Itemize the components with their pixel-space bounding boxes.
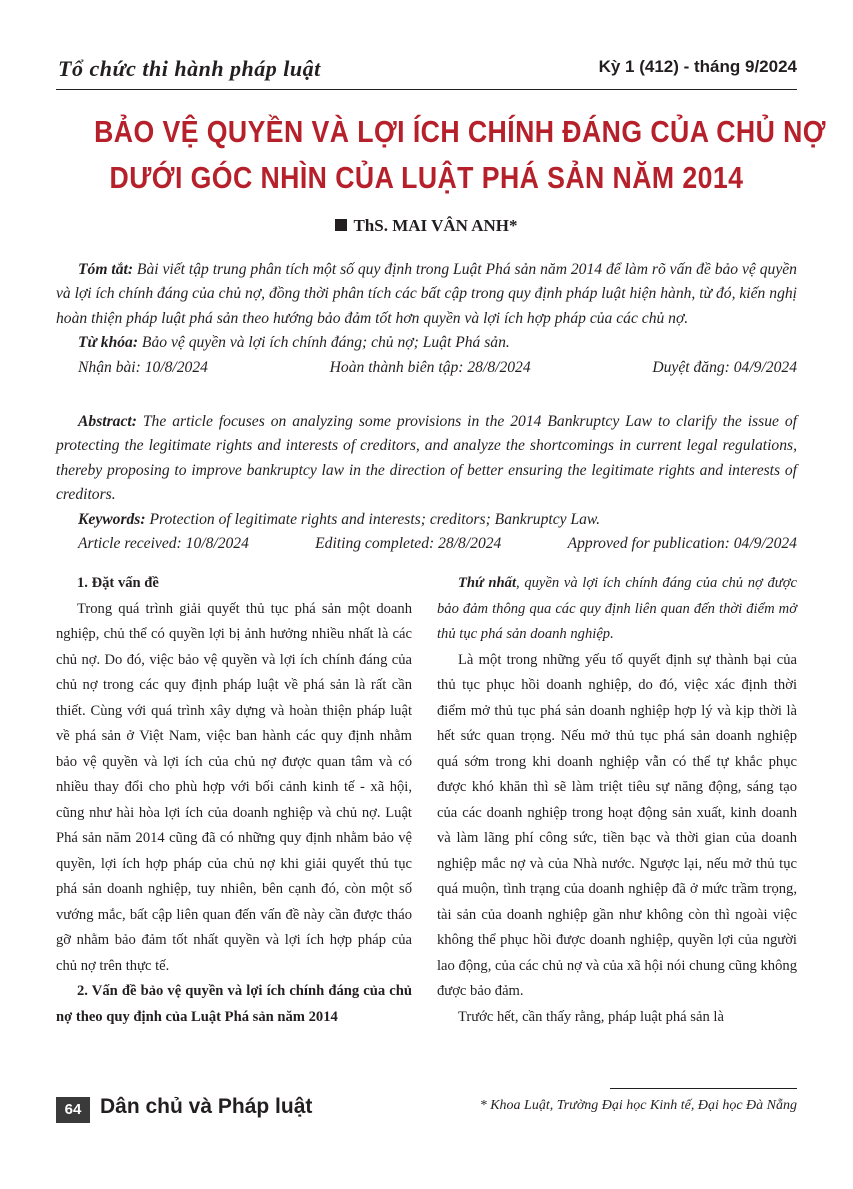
- body-paragraph-first-point: [437, 571, 797, 648]
- author-footnote: * Khoa Luật, Trường Đại học Kinh tế, Đại học Đà Nẵng: [479, 1098, 797, 1113]
- body-paragraph-4: Trước hết, cần thấy rằng, pháp luật phá sản là: [458, 1008, 724, 1025]
- abstract-en-label: Abstract:: [78, 413, 137, 430]
- body-column-right: [437, 571, 797, 1030]
- author-line: [0, 216, 853, 236]
- keywords-vi-text: Bảo vệ quyền và lợi ích chính đáng; chủ nợ; Luật Phá sản.: [138, 334, 510, 352]
- approved-date-en: Approved for publication: 04/9/2024: [567, 535, 797, 553]
- abstract-vi-label: Tóm tắt:: [78, 261, 134, 278]
- dates-vi-row: [56, 356, 797, 380]
- abstract-vietnamese: [56, 258, 797, 380]
- body-paragraph-1: Trong quá trình giải quyết thủ tục phá sản một doanh nghiệp, chủ thể có quyền lợi bị ảnh hưởng nhiều nhất là các chủ nợ. Do đó, việc bảo vệ quyền và lợi ích chính đáng của chủ nợ trong các quy định pháp luật về phá sản là rất cần thiết. Cùng với quá trình xây dựng và hoàn thiện pháp luật về phá sản ở Việt Nam, việc ban hành các quy định nhằm bảo vệ quyền và lợi ích của chủ nợ được quan tâm và có nhiều thay đổi cho phù hợp với bối cảnh kinh tế - xã hội, cũng như hài hòa lợi ích của doanh nghiệp và chủ nợ. Luật Phá sản năm 2014 cũng đã có những quy định nhằm bảo vệ quyền, lợi ích hợp pháp của chủ nợ khi giải quyết thủ tục phá sản doanh nghiệp, tuy nhiên, bên cạnh đó, còn một số vướng mắc, bất cập liên quan đến vấn đề này cần được tháo gỡ nhằm bảo đảm tốt nhất quyền và lợi ích hợp pháp của chủ nợ trên thực tế.: [56, 600, 412, 974]
- author-name: ThS. MAI VÂN ANH*: [353, 216, 518, 235]
- received-date-en: Article received: 10/8/2024: [78, 535, 249, 553]
- bullet-square-icon: [335, 219, 347, 231]
- edited-date-en: Editing completed: 28/8/2024: [315, 535, 502, 553]
- dates-en-row: [56, 532, 797, 556]
- keywords-vi-label: Từ khóa:: [78, 334, 139, 352]
- edited-date-vi: Hoàn thành biên tập: 28/8/2024: [329, 358, 531, 376]
- first-point-text: , quyền và lợi ích chính đáng của chủ nợ được bảo đảm thông qua các quy định liên quan đến thời điểm mở thủ tục phá sản doanh nghiệp.: [437, 575, 797, 642]
- page-number: 64: [56, 1097, 90, 1123]
- received-date-vi: Nhận bài: 10/8/2024: [78, 358, 208, 376]
- body-paragraph-3: Là một trong những yếu tố quyết định sự thành bại của thủ tục phục hồi doanh nghiệp, do đó, việc xác định thời điểm mở thủ tục phá sản doanh nghiệp hợp lý và kịp thời là hết sức quan trọng. Nếu mở thủ tục phá sản doanh nghiệp quá sớm trong khi doanh nghiệp vẫn có thể tự khắc phục được khó khăn thì sẽ làm triệt tiêu sự năng động, sáng tạo của các doanh nghiệp trong hoạt động sản xuất, kinh doanh và làm lãng phí công sức, tiền bạc và thời gian của doanh nghiệp mắc nợ và của Nhà nước. Ngược lại, nếu mở thủ tục quá muộn, tình trạng của doanh nghiệp đã ở mức trầm trọng, tài sản của doanh nghiệp gần như không còn thì ngoài việc không thể phục hồi được doanh nghiệp, quyền lợi của người lao động, của các chủ nợ và của xã hội nói chung cũng không được bảo đảm.: [437, 651, 797, 999]
- abstract-en-paragraph: [56, 410, 797, 508]
- section-heading-1: 1. Đặt vấn đề: [77, 575, 159, 591]
- journal-section-title: Tổ chức thi hành pháp luật: [58, 56, 321, 81]
- first-point-label: Thứ nhất: [458, 575, 517, 591]
- abstract-vi-text: Bài viết tập trung phân tích một số quy định trong Luật Phá sản năm 2014 để làm rõ vấn đề bảo vệ quyền và lợi ích chính đáng của chủ nợ, đồng thời phân tích các bất cập trong quy định pháp luật hiện hành, từ đó, kiến nghị hoàn thiện pháp luật phá sản theo hướng bảo đảm tốt hơn quyền và lợi ích hợp pháp của các chủ nợ.: [56, 261, 797, 327]
- footnote-divider: [610, 1088, 797, 1089]
- header-divider: [56, 89, 797, 90]
- magazine-name: Dân chủ và Pháp luật: [100, 1095, 313, 1118]
- body-column-left: [56, 571, 412, 1030]
- keywords-en-paragraph: [56, 508, 797, 532]
- abstract-vi-paragraph: [56, 258, 797, 331]
- keywords-en-text: Protection of legitimate rights and interests; creditors; Bankruptcy Law.: [145, 510, 601, 528]
- approved-date-vi: Duyệt đăng: 04/9/2024: [652, 358, 797, 376]
- issue-label: Kỳ 1 (412) - tháng 9/2024: [598, 57, 797, 76]
- article-title-line-2: DƯỚI GÓC NHÌN CỦA LUẬT PHÁ SẢN NĂM 2014: [109, 160, 744, 195]
- keywords-vi-paragraph: [56, 331, 797, 355]
- section-heading-2: 2. Vấn đề bảo vệ quyền và lợi ích chính đáng của chủ nợ theo quy định của Luật Phá sản năm 2014: [56, 983, 412, 1025]
- keywords-en-label: Keywords:: [78, 510, 146, 528]
- article-title-line-1: BẢO VỆ QUYỀN VÀ LỢI ÍCH CHÍNH ĐÁNG CỦA CHỦ NỢ: [94, 114, 826, 149]
- abstract-en-text: The article focuses on analyzing some provisions in the 2014 Bankruptcy Law to clarify the issue of protecting the legitimate rights and interests of creditors, and analyze the shortcomings in current legal regulations, thereby proposing to improve bankruptcy law in the direction of better ensuring the legitimate rights and interests of creditors.: [56, 413, 797, 504]
- abstract-english: [56, 410, 797, 556]
